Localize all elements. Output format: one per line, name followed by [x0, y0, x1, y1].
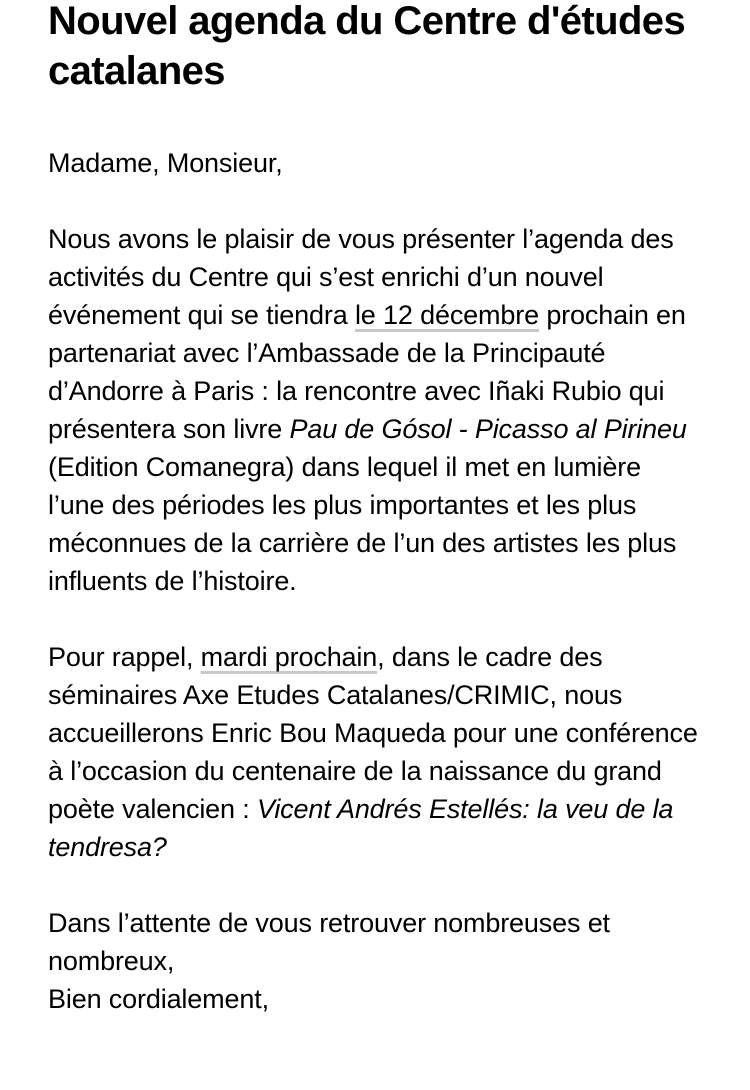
text-segment: (Edition Comanegra) dans lequel il met en lumière l’une des périodes les plus importantes et les plus méconnues de la carrière de l’un des artistes les plus influents de l’histoire. — [48, 452, 677, 596]
closing-paragraph — [48, 904, 702, 1018]
greeting: Madame, Monsieur, — [48, 148, 283, 178]
paragraph-rappel — [48, 638, 702, 866]
book-title-italic: Pau de Gósol - Picasso al Pirineu — [289, 414, 687, 444]
closing-line-1: Dans l’attente de vous retrouver nombreuses et nombreux, — [48, 908, 610, 976]
paragraph-agenda — [48, 220, 702, 600]
link-mardi-prochain[interactable]: mardi prochain — [200, 642, 378, 672]
text-segment: , dans le cadre des séminaires Axe Etudes Catalanes/CRIMIC, nous accueillerons Enric Bou Maqueda pour une conférence à l’occasion du centenaire de la naissance du grand poète valencien : — [48, 642, 698, 824]
text-segment: Nous avons le plaisir de vous présenter l’agenda des activités du Centre qui s’est enrichi d’un nouvel événement qui se tiendra — [48, 224, 674, 330]
closing-line-2: Bien cordialement, — [48, 984, 269, 1014]
text-segment: Pour rappel, — [48, 642, 201, 672]
page-title: Nouvel agenda du Centre d'études catalanes — [48, 0, 686, 93]
conference-title-italic: Vicent Andrés Estellés: la veu de la tendresa? — [48, 794, 674, 862]
link-le-12-decembre[interactable]: le 12 décembre — [354, 300, 539, 330]
text-segment: prochain en partenariat avec l’Ambassade de la Principauté d’Andorre à Paris : la rencontre avec Iñaki Rubio qui présentera son livre — [48, 300, 686, 444]
